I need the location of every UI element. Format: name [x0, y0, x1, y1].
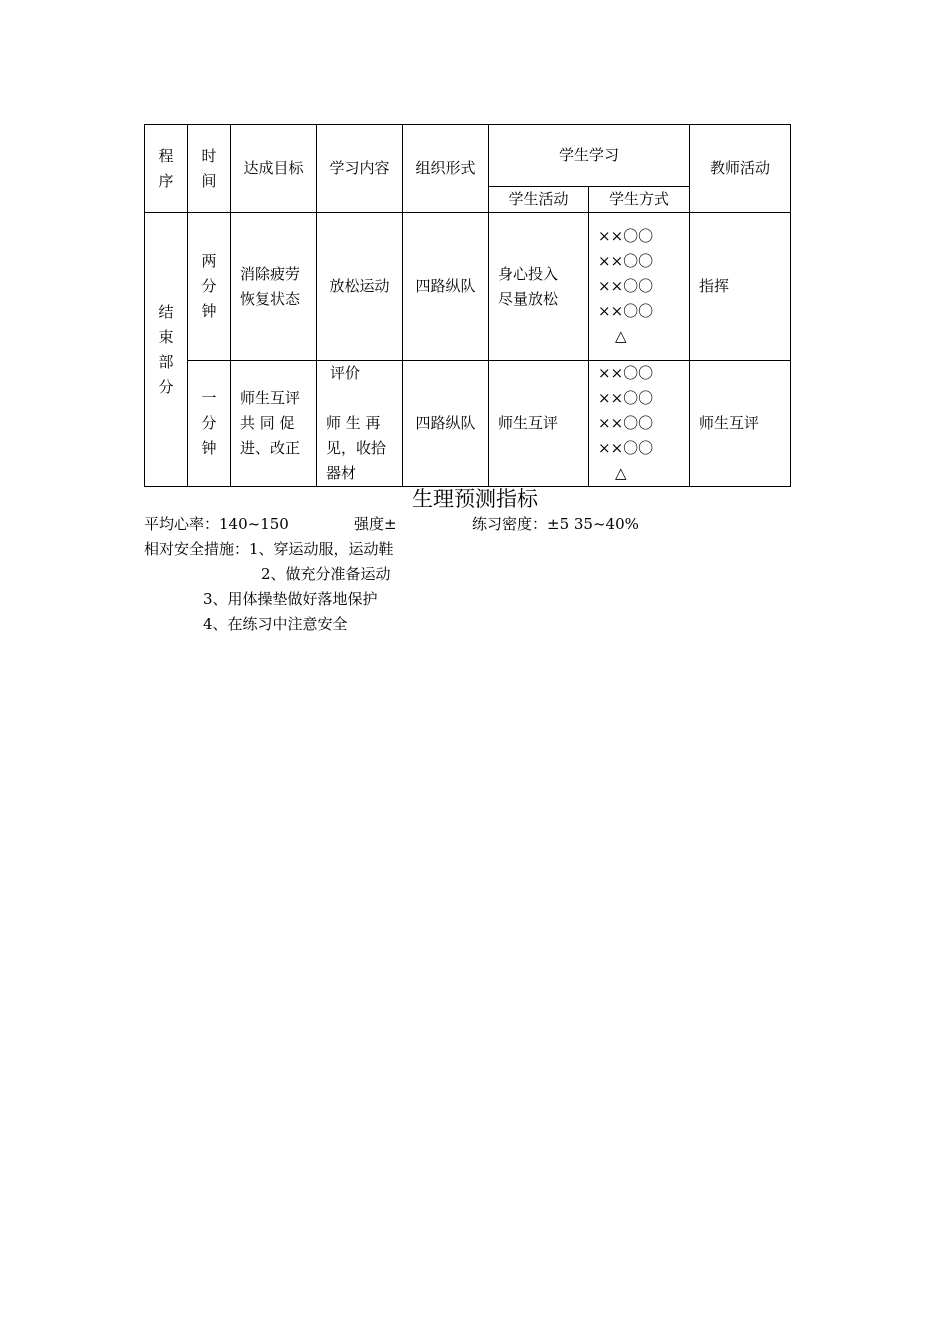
header-sequence: 程 序 [145, 125, 188, 213]
teacher-position-icon: △ [615, 327, 627, 345]
safety-measure-3: 3、用体操垫做好落地保护 [203, 590, 378, 608]
header-organization: 组织形式 [403, 125, 489, 213]
practice-density: 练习密度：±5 35~40% [472, 515, 639, 533]
safety-measure-4: 4、在练习中注意安全 [203, 615, 348, 633]
table-row [145, 213, 791, 361]
row1-time: 两 分 钟 [188, 213, 231, 361]
row2-student-activity: 师生互评 [489, 361, 589, 487]
row2-teacher-activity: 师生互评 [690, 361, 791, 487]
lesson-plan-table [144, 124, 791, 487]
safety-measure-1: 相对安全措施：1、穿运动服，运动鞋 [144, 540, 394, 558]
header-student-activity: 学生活动 [489, 187, 589, 213]
row1-student-activity: 身心投入 尽量放松 [489, 213, 589, 361]
row1-goal: 消除疲劳 恢复状态 [231, 213, 317, 361]
row2-organization: 四路纵队 [403, 361, 489, 487]
row2-content: 评价 师 生 再 见，收拾 器材 [317, 361, 403, 487]
header-time: 时 间 [188, 125, 231, 213]
section-label: 结 束 部 分 [145, 213, 188, 487]
header-teacher-activity: 教师活动 [690, 125, 791, 213]
heart-rate: 平均心率：140~150 [144, 515, 289, 533]
row2-formation-pattern: ××〇〇 ××〇〇 ××〇〇 ××〇〇 △ [589, 361, 690, 487]
row1-formation-pattern: ××〇〇 ××〇〇 ××〇〇 ××〇〇 △ [589, 213, 690, 361]
table-row [145, 361, 791, 487]
row1-content: 放松运动 [317, 213, 403, 361]
row2-time: 一 分 钟 [188, 361, 231, 487]
physio-title: 生理预测指标 [412, 487, 538, 511]
row1-organization: 四路纵队 [403, 213, 489, 361]
header-content: 学习内容 [317, 125, 403, 213]
intensity: 强度± [354, 515, 397, 533]
header-student-learning: 学生学习 [489, 125, 690, 187]
safety-measure-2: 2、做充分准备运动 [261, 565, 391, 583]
header-goal: 达成目标 [231, 125, 317, 213]
header-student-method: 学生方式 [589, 187, 690, 213]
teacher-position-icon: △ [615, 464, 627, 482]
row2-goal: 师生互评 共 同 促 进、改正 [231, 361, 317, 487]
row1-teacher-activity: 指挥 [690, 213, 791, 361]
